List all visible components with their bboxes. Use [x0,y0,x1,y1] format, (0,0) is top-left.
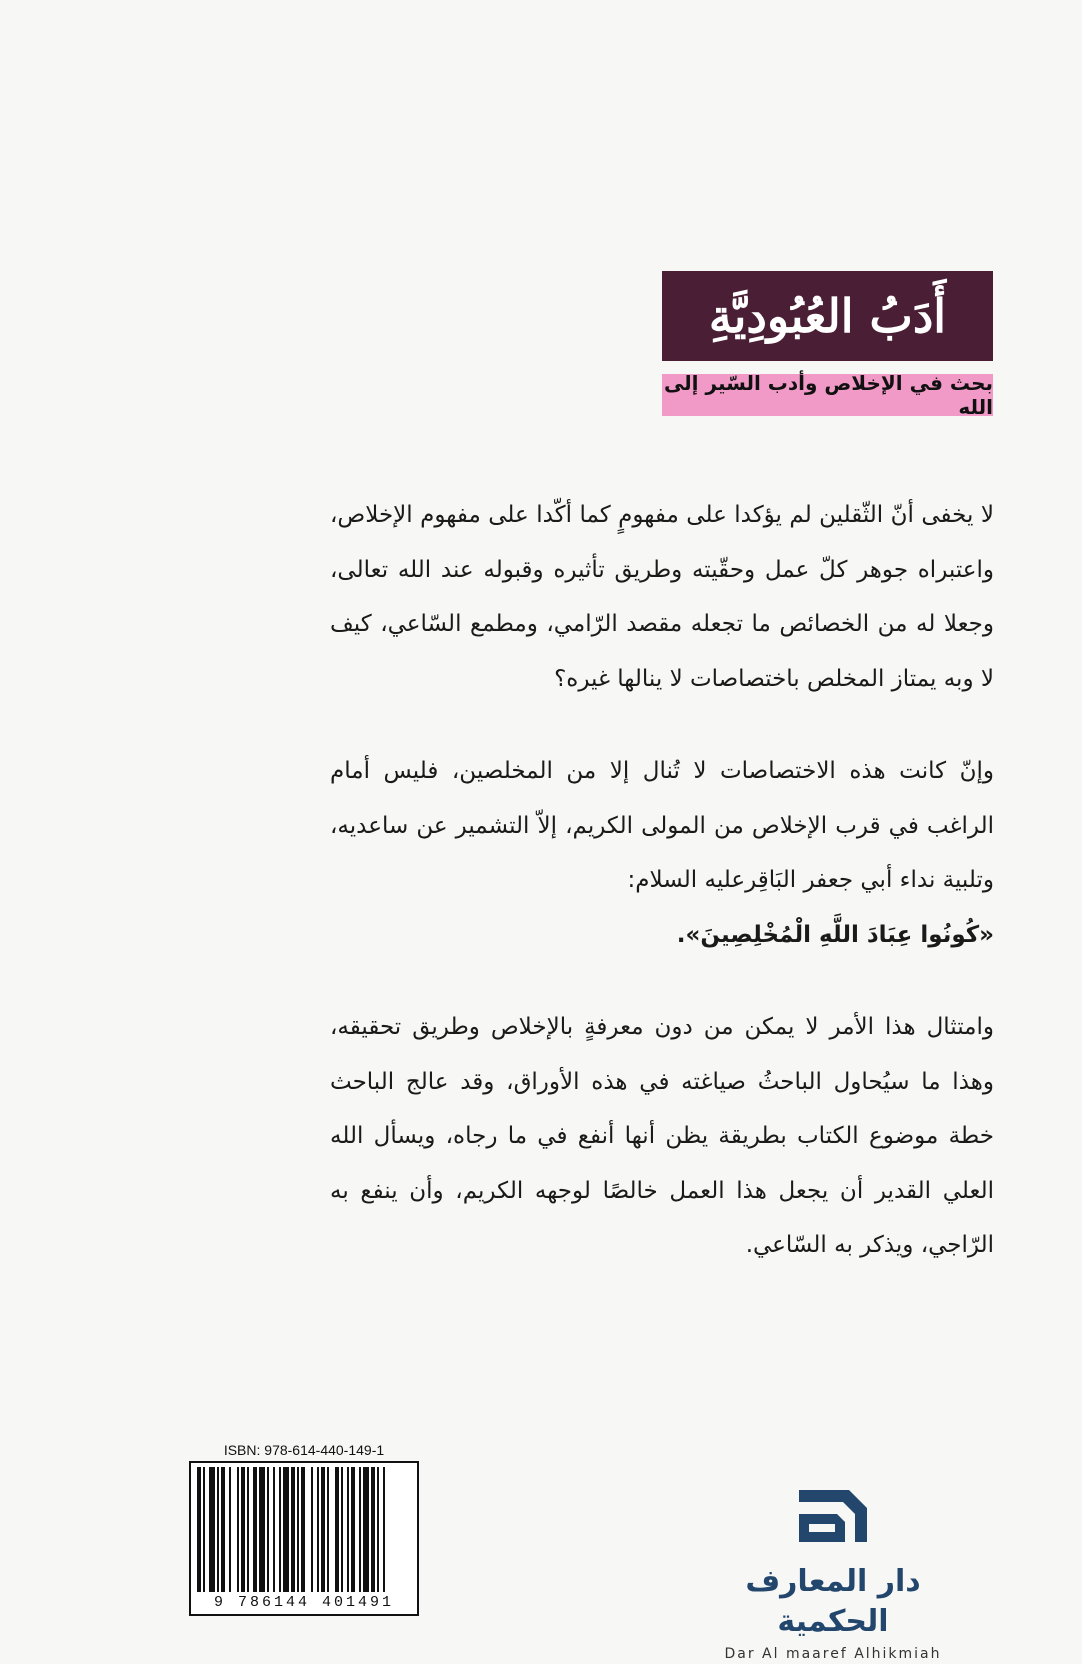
barcode-bar [383,1467,385,1595]
barcode-bar [359,1467,361,1595]
barcode-bar [283,1467,289,1595]
barcode-bar [237,1467,239,1595]
back-cover-blurb [330,488,994,1311]
barcode-bar [301,1467,305,1595]
barcode-bar [197,1467,201,1595]
barcode-bar [259,1467,265,1595]
barcode-bar [317,1467,319,1595]
blurb-paragraph-1: لا يخفى أنّ الثّقلين لم يؤكدا على مفهومٍ كما أكّدا على مفهوم الإخلاص، واعتبراه جوهر كلّ عمل وحقّيته وطريق تأثيره وقبوله عند الله تعالى، وجعلا له من الخصائص ما تجعله مقصد الرّامي، ومطمع السّاعي، كيف لا وبه يمتاز المخلص باختصاصات لا ينالها غيره؟ [330,502,994,692]
barcode-bar [311,1467,313,1595]
blurb-paragraph-3: وامتثال هذا الأمر لا يمكن من دون معرفةٍ بالإخلاص وطريق تحقيقه، وهذا ما سيُحاول الباحثُ صياغته في هذه الأوراق، وقد عالج الباحث خطة موضوع الكتاب بطريقة يظن أنها أنفع في ما رجاه، ويسأل الله العلي القدير أن يجعل هذا العمل خالصًا لوجهه الكريم، وأن ينفع به الرّاجي، ويذكر به السّاعي. [330,1014,994,1258]
publisher-name-arabic: دار المعارف الحكمية [745,1564,921,1639]
barcode-bar [371,1467,375,1595]
barcode-bar [297,1467,299,1595]
barcode-bar [209,1467,215,1595]
blurb-paragraph-2 [330,744,994,962]
barcode-bar [327,1467,329,1595]
barcode-bar [341,1467,343,1595]
hadith-quote: «كُونُوا عِبَادَ اللَّهِ الْمُخْلِصِينَ». [676,921,994,948]
isbn-label: ISBN: 978-614-440-149-1 [223,1442,385,1458]
barcode-bar [279,1467,281,1595]
barcode-bars [197,1467,411,1595]
barcode-bar [363,1467,369,1595]
book-title: أَدَبُ العُبُودِيَّةِ [662,271,993,361]
barcode-digits: 9 786144 401491 [191,1592,417,1614]
barcode-bar [291,1467,295,1595]
barcode-bar [253,1467,257,1595]
barcode-bar [241,1467,245,1595]
barcode-bar [267,1467,269,1595]
barcode-bar [273,1467,275,1595]
barcode-bar [347,1467,349,1595]
barcode-bar [203,1467,205,1595]
isbn-block [189,1441,419,1616]
barcode [189,1461,419,1616]
barcode-bar [335,1467,339,1595]
publisher-name-english: Dar Al maaref Alhikmiah [724,1646,942,1662]
barcode-bar [377,1467,379,1595]
barcode-bar [217,1467,219,1595]
publisher-block [698,1478,968,1662]
barcode-bar [229,1467,231,1595]
barcode-bar [247,1467,249,1595]
book-subtitle: بحث في الإخلاص وأدب السّير إلى الله [663,371,993,419]
barcode-bar [321,1467,325,1595]
barcode-bar [221,1467,225,1595]
barcode-bar [351,1467,355,1595]
blurb-paragraph-2-text: وإنّ كانت هذه الاختصاصات لا تُنال إلا من المخلصين، فليس أمام الراغب في قرب الإخلاص من المولى الكريم، إلاّ التشمير عن ساعديه، وتلبية نداء أبي جعفر البَاقِرعليه السلام: [330,758,994,893]
publisher-logo-icon [791,1478,875,1556]
